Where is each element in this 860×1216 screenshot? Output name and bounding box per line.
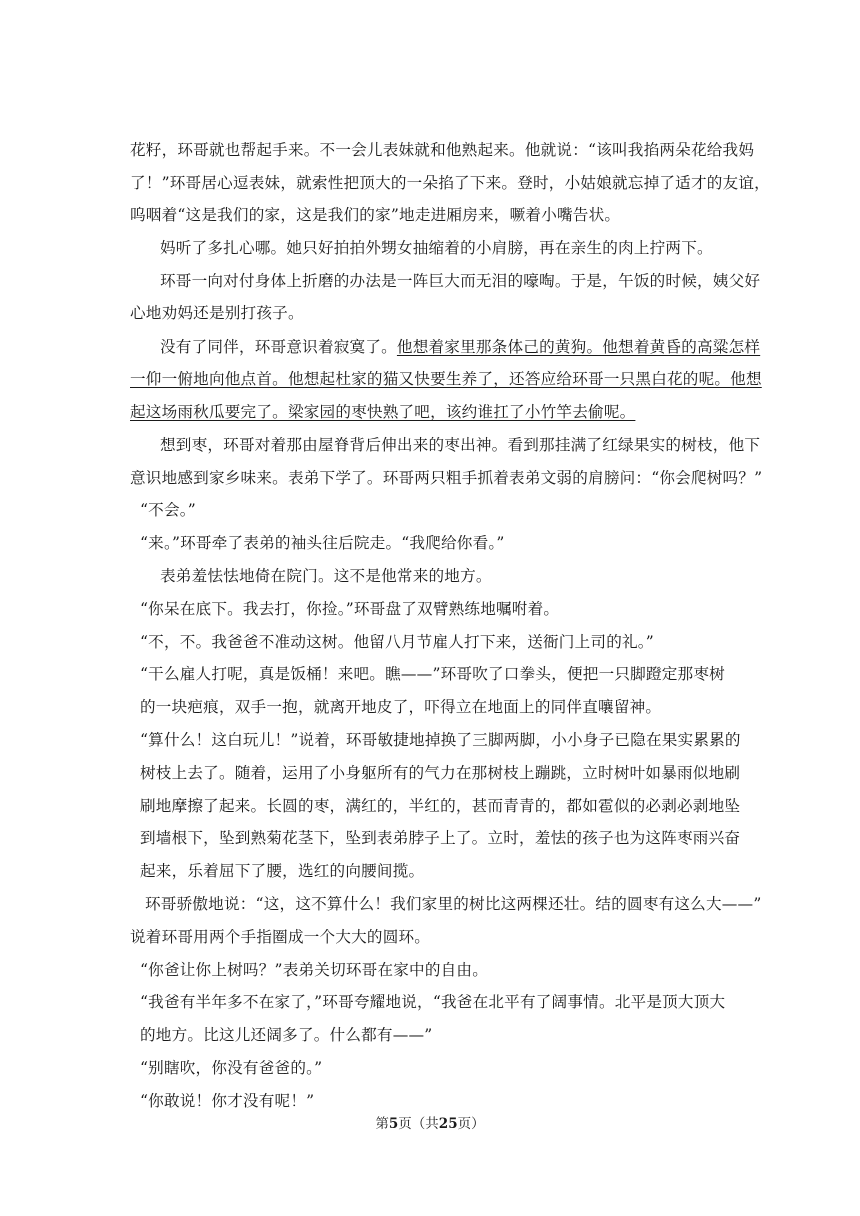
text-line: 说着环哥用两个手指圈成一个大大的圆环。 — [130, 928, 431, 946]
text-line: 到墙根下，坠到熟菊花茎下，坠到表弟脖子上了。立时，羞怯的孩子也为这阵枣雨兴奋 — [140, 829, 741, 847]
footer-total-pages: 25 — [438, 1116, 458, 1132]
footer-mid: 页（共 — [398, 1116, 439, 1132]
text-line: “算什么！这白玩儿！”说着，环哥敏捷地掉换了三脚两脚，小小身子已隐在果实累累的 — [140, 731, 741, 749]
text-line: 环哥骄傲地说：“这，这不算什么！我们家里的树比这两棵还壮。结的圆枣有这么大——” — [145, 895, 762, 913]
text-line: 了！”环哥居心逗表妹，就索性把顶大的一朵掐了下来。登时，小姑娘就忘掉了适才的友谊， — [130, 174, 770, 192]
text-line: 的一块疤痕，双手一抱，就离开地皮了，吓得立在地面上的同伴直嚷留神。 — [140, 698, 662, 716]
text-line: 意识地感到家乡味来。表弟下学了。环哥两只粗手抓着表弟文弱的肩膀问：“你会爬树吗？” — [130, 469, 763, 487]
text-line: “不会。” — [140, 501, 196, 519]
text-line: “来。”环哥牵了表弟的袖头往后院走。“我爬给你看。” — [140, 534, 505, 552]
text-line: 的地方。比这儿还阔多了。什么都有——” — [140, 1026, 433, 1044]
text-line: “你敢说！你才没有呢！” — [140, 1092, 315, 1110]
text-line: “你爸让你上树吗？”表弟关切环哥在家中的自由。 — [140, 961, 489, 979]
text-line: 起来，乐着屈下了腰，选红的向腰间揽。 — [140, 862, 425, 880]
underlined-text: 他想着家里那条体己的黄狗。他想着黄昏的高粱怎样 — [396, 338, 761, 356]
footer-page-number: 5 — [388, 1116, 399, 1132]
text-line: 呜咽着“这是我们的家，这是我们的家”地走进厢房来，噘着小嘴告状。 — [130, 206, 621, 224]
footer-prefix: 第 — [375, 1116, 389, 1132]
text-line: “我爸有半年多不在家了，”环哥夸耀地说，“我爸在北平有了阔事情。北平是顶大顶大 — [140, 993, 726, 1011]
text-line: “干么雇人打呢，真是饭桶！来吧。瞧——”环哥吹了口拳头，便把一只脚蹬定那枣树 — [140, 665, 725, 683]
text-line: 表弟羞怯怯地倚在院门。这不是他常来的地方。 — [160, 567, 492, 585]
footer-suffix: 页） — [457, 1116, 485, 1132]
plain-text: 没有了同伴，环哥意识着寂寞了。 — [160, 338, 397, 356]
text-line: “你呆在底下。我去打，你捡。”环哥盘了双臂熟练地嘱咐着。 — [140, 600, 560, 618]
underlined-line: 起这场雨秋瓜要完了。梁家园的枣快熟了吧，该约谁扛了小竹竿去偷呢。 — [130, 403, 636, 421]
text-line: 刷地摩擦了起来。长圆的枣，满红的，半红的，甚而青青的，都如雹似的必剥必剥地坠 — [140, 797, 741, 815]
text-line: 想到枣，环哥对着那由屋脊背后伸出来的枣出神。看到那挂满了红绿果实的树枝，他下 — [160, 436, 761, 454]
text-line: 环哥一向对付身体上折磨的办法是一阵巨大而无泪的嚎啕。于是，午饭的时候，姨父好 — [160, 272, 761, 290]
text-line: 心地劝妈还是别打孩子。 — [130, 304, 304, 322]
underlined-line: 一仰一俯地向他点首。他想起杜家的猫又快要生养了，还答应给环哥一只黑白花的呢。他想 — [130, 370, 762, 388]
text-line — [160, 337, 760, 357]
text-line: “不，不。我爸爸不准动这树。他留八月节雇人打下来，送衙门上司的礼。” — [140, 633, 654, 651]
text-line: 树枝上去了。随着，运用了小身躯所有的气力在那树枝上蹦跳，立时树叶如暴雨似地刷 — [140, 764, 741, 782]
text-line: “别瞎吹，你没有爸爸的。” — [140, 1059, 323, 1077]
text-line: 花籽，环哥就也帮起手来。不一会儿表妹就和他熟起来。他就说：“该叫我掐两朵花给我妈 — [130, 141, 755, 159]
text-line: 妈听了多扎心哪。她只好拍拍外甥女抽缩着的小肩膀，再在亲生的肉上拧两下。 — [160, 239, 713, 257]
page-footer — [0, 1112, 860, 1132]
